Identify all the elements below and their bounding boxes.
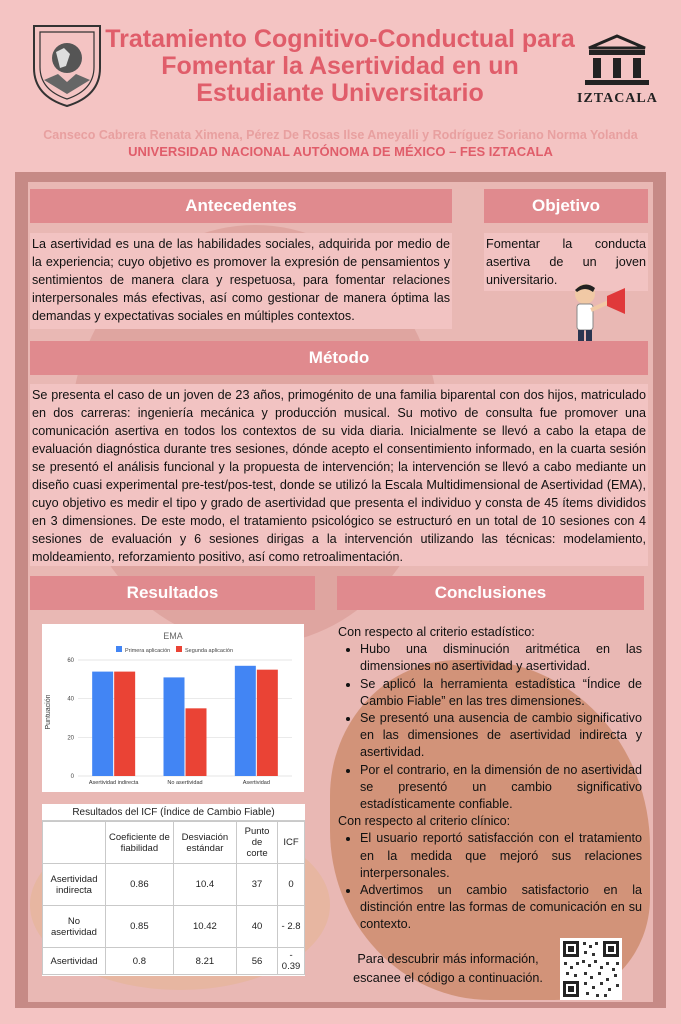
table-cell: 8.21: [173, 948, 236, 975]
x-tick-label: Asertividad indirecta: [88, 780, 139, 786]
authors: Canseco Cabrera Renata Ximena, Pérez De Rosas Ilse Ameyalli y Rodríguez Soriano Norma Yolanda: [43, 128, 638, 142]
bar-1-2: [164, 677, 185, 776]
table-row: [43, 906, 305, 948]
qr-caption: Para descubrir más información, escanee el código a continuación.: [353, 952, 543, 985]
table-header-cell: Desviación estándar: [173, 822, 236, 864]
table-header-cell: ICF: [278, 822, 305, 864]
legend-swatch-1: [116, 646, 122, 652]
table-row: [43, 948, 305, 975]
unam-logo: [28, 22, 106, 108]
table-cell: 56: [237, 948, 278, 975]
conclusiones-intro-clinico: Con respecto al criterio clínico:: [338, 814, 511, 829]
y-tick-label: 20: [67, 735, 74, 742]
list-item: • Advertimos un cambio satisfactorio en la distinción entre las formas de comunicación en su contexto.: [360, 882, 642, 934]
table-cell: - 0.39: [278, 948, 305, 975]
antecedentes-text: La asertividad es una de las habilidades sociales, adquirida por medio de la experiencia; cuyo objetivo es promover la expresión de pensamientos y sentimientos de manera clara y respetuosa, para fomentar relaciones interpersonales más efectivas, así como gestionar de manera óptima las demandas y expectativas sociales en múltiples contextos.: [30, 233, 452, 329]
x-tick-label: Asertividad: [242, 780, 270, 786]
bar-2-2: [186, 708, 207, 776]
table-cell: Asertividad indirecta: [43, 864, 106, 906]
table-cell: 40: [237, 906, 278, 948]
bar-2-3: [257, 670, 278, 776]
objetivo-text: Fomentar la conducta asertiva de un joven universitario.: [484, 233, 648, 291]
table-cell: 10.42: [173, 906, 236, 948]
ema-chart-svg: [42, 624, 304, 792]
table-header-cell: Punto de corte: [237, 822, 278, 864]
conclusiones-intro-estadistico: Con respecto al criterio estadístico:: [338, 625, 535, 639]
y-axis-label: Puntuación: [45, 694, 52, 730]
poster-title: Tratamiento Cognitivo-Conductual para Fomentar la Asertividad en un Estudiante Universitario: [105, 25, 575, 107]
y-tick-label: 40: [67, 696, 74, 703]
ema-chart: [42, 624, 304, 792]
qr-code[interactable]: [560, 938, 622, 1000]
university: UNIVERSIDAD NACIONAL AUTÓNOMA DE MÉXICO – FES IZTACALA: [128, 144, 553, 159]
table-cell: 0.86: [106, 864, 174, 906]
table-cell: 10.4: [173, 864, 236, 906]
icf-table-title: Resultados del ICF (Índice de Cambio Fiable): [42, 804, 305, 821]
table-cell: Asertividad: [43, 948, 106, 975]
resultados-header: Resultados: [30, 576, 315, 610]
list-item: • El usuario reportó satisfacción con el tratamiento en la medida que mejoró sus relaciones interpersonales.: [360, 830, 642, 882]
conclusiones-text: [338, 624, 642, 934]
table-cell: - 2.8: [278, 906, 305, 948]
metodo-text: Se presenta el caso de un joven de 23 años, primogénito de una familia biparental con dos hijos, matriculado en dos carreras: ingeniería mecánica y producción musical. Su motivo de consulta fue promover una comunicación asertiva en todos los contextos de su vida diaria. Inicialmente se llevó a cabo la etapa de evaluación diagnóstica durante tres sesiones, dónde acepto el consentimiento informado, en la cuarta sesión se presentó el análisis funcional y la propuesta de intervención; la intervención se llevó a cabo mediante un diseño cuasi experimental pre-test/pos-test, donde se utilizó la Escala Multidimensional de Asertividad (EMA), cuyo objetivo es medir el tipo y grado de asertividad que presenta el individuo y consta de 45 ítems divididos en 3 dimensiones. De este modo, el tratamiento psicológico se estructuró en un total de 10 sesiones con 4 sesiones de evaluación y 6 sesiones dirigas a la intervención utilizando las técnicas: modelamiento, moldeamiento, reforzamiento positivo, así como retroalimentación.: [30, 384, 648, 566]
legend-label-1: Primera aplicación: [125, 648, 171, 654]
iztacala-logo-text: IZTACALA: [577, 91, 658, 106]
list-item: • Se aplicó la herramienta estadística “Índice de Cambio Fiable” en las tres dimensiones.: [360, 676, 642, 710]
bar-1-1: [92, 672, 113, 776]
table-row: [43, 864, 305, 906]
legend-label-2: Segunda aplicación: [185, 648, 234, 654]
conclusiones-list-clinico: [338, 830, 642, 933]
y-tick-label: 60: [67, 658, 74, 664]
table-cell: 0: [278, 864, 305, 906]
objetivo-header: Objetivo: [484, 189, 648, 223]
antecedentes-header: Antecedentes: [30, 189, 452, 223]
icf-table: [42, 821, 305, 975]
x-tick-label: No asertividad: [167, 780, 203, 786]
list-item: • Hubo una disminución aritmética en las dimensiones no asertividad y asertividad.: [360, 641, 642, 675]
table-header-row: [43, 822, 305, 864]
table-header-cell: [43, 822, 106, 864]
metodo-header: Método: [30, 341, 648, 375]
bar-1-3: [235, 666, 256, 776]
table-cell: No asertividad: [43, 906, 106, 948]
conclusiones-header: Conclusiones: [337, 576, 644, 610]
table-cell: 37: [237, 864, 278, 906]
legend-swatch-2: [176, 646, 182, 652]
conclusiones-list-estadistico: [338, 641, 642, 813]
chart-title: EMA: [163, 631, 183, 641]
list-item: • Por el contrario, en la dimensión de no asertividad se presentó un cambio significativo estadísticamente confiable.: [360, 762, 642, 814]
y-tick-label: 0: [70, 774, 74, 780]
table-cell: 0.8: [106, 948, 174, 975]
iztacala-logo: [577, 34, 657, 104]
table-cell: 0.85: [106, 906, 174, 948]
bar-2-1: [114, 672, 135, 776]
table-header-cell: Coeficiente de fiabilidad: [106, 822, 174, 864]
list-item: • Se presentó una ausencia de cambio significativo en las dimensiones de asertividad indirecta y asertividad.: [360, 710, 642, 762]
icf-table-card: [42, 804, 305, 976]
